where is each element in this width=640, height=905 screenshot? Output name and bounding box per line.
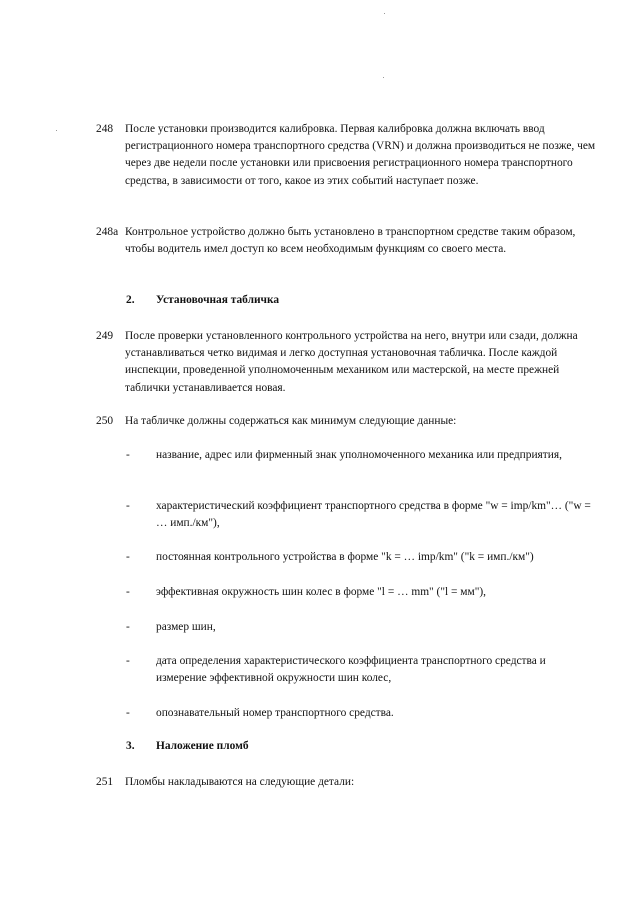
list-dash: - [126,621,130,633]
paragraph-text: После проверки установленного контрольного устройства на него, внутри или сзади, должна устанавливаться четко видимая и легко доступная установочная табличка. После каждой инспекции, проведенной уполномоченным механиком или мастерской, на месте прежней таблички устанавливается новая. [125,330,578,394]
list-item [126,619,596,636]
list-item [126,549,596,566]
section-title: Установочная табличка [156,294,280,306]
list-item-text: постоянная контрольного устройства в форме "k = … imp/km" ("k = имп./км") [156,551,534,563]
paragraph-248a [96,224,596,258]
list-dash: - [126,500,130,512]
paragraph-248 [96,121,596,190]
paragraph-249 [96,328,596,397]
list-item-text: опознавательный номер транспортного средства. [156,707,394,719]
paragraph-text: После установки производится калибровка. Первая калибровка должна включать ввод регистрационного номера транспортного средства (VRN) и должна производиться не позже, чем через две недели после установки или присвоения регистрационного номера транспортного средства, в зависимости от того, какое из этих событий наступает позже. [125,123,596,187]
paragraph-text: Контрольное устройство должно быть установлено в транспортном средстве таким образом, чтобы водитель имел доступ ко всем необходимым функциям со своего места. [125,226,576,256]
list-dash: - [126,449,130,461]
paragraph-number: 251 [96,776,114,788]
scan-speck [383,77,384,78]
list-item-text: характеристический коэффициент транспортного средства в форме "w = imp/km"… ("w = … имп./км"), [156,500,591,530]
list-dash: - [126,586,130,598]
paragraph-text: На табличке должны содержаться как минимум следующие данные: [125,415,457,427]
paragraph-250 [96,413,596,430]
section-heading [126,294,279,306]
paragraph-text: Пломбы накладываются на следующие детали: [125,776,355,788]
list-item-text: дата определения характеристического коэффициента транспортного средства и измерение эффективной окружности шин колес, [156,655,546,685]
list-dash: - [126,551,130,563]
list-item [126,705,596,722]
list-item [126,584,596,601]
list-item [126,447,596,464]
section-title: Наложение пломб [156,740,249,752]
paragraph-number: 248a [96,226,119,238]
list-item [126,498,596,532]
paragraph-251 [96,774,596,791]
list-item-text: эффективная окружность шин колес в форме "l = … mm" ("l = мм"), [156,586,486,598]
section-number: 2. [126,294,135,306]
paragraph-number: 248 [96,123,114,135]
list-item-text: размер шин, [156,621,216,633]
section-heading [126,740,249,752]
list-dash: - [126,707,130,719]
paragraph-number: 249 [96,330,114,342]
section-number: 3. [126,740,135,752]
scan-speck [384,13,385,14]
list-dash: - [126,655,130,667]
scan-speck [56,130,57,131]
list-item [126,653,596,687]
list-item-text: название, адрес или фирменный знак уполномоченного механика или предприятия, [156,449,562,461]
paragraph-number: 250 [96,415,114,427]
